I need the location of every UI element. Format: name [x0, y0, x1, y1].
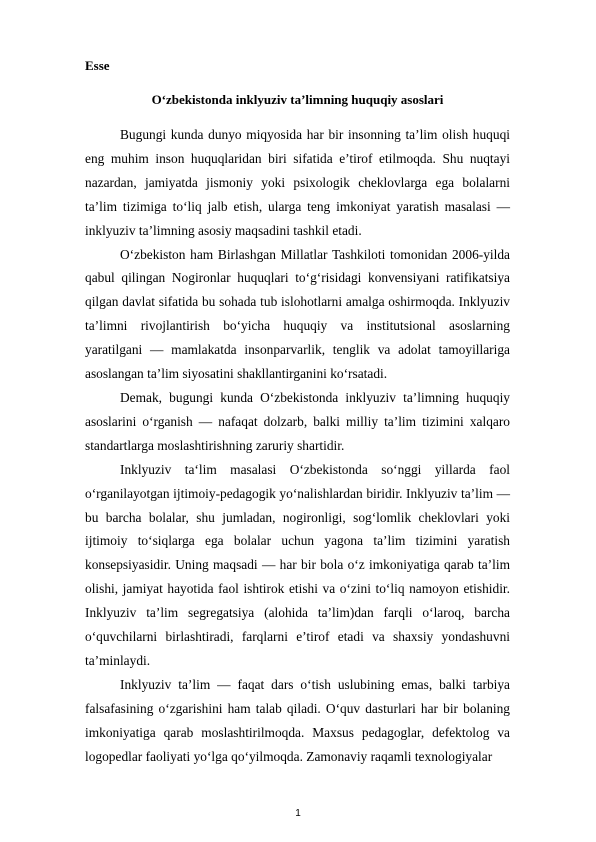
- paragraph-2: O‘zbekiston ham Birlashgan Millatlar Tashkiloti tomonidan 2006-yilda qabul qilingan Nogironlar huquqlari to‘g‘risidagi konvensiyani ratifikatsiya qilgan davlat sifatida bu sohada tub islohotlarni amalga oshirmoqda. Inklyuziv ta’limni rivojlantirish bo‘yicha huquqiy va institutsional asoslarning yaratilgani — mamlakatda insonparvarlik, tenglik va adolat tamoyillariga asoslangan ta’lim siyosatini shakllantirganini ko‘rsatadi.: [85, 246, 510, 382]
- paragraph-3: Demak, bugungi kunda O‘zbekistonda inklyuziv ta’limning huquqiy asoslarini o‘rganish — nafaqat dolzarb, balki milliy ta’lim tizimini xalqaro standartlarga moslashtirishning zaruriy shartidir.: [85, 389, 510, 453]
- paragraph-4: Inklyuziv ta‘lim masalasi O‘zbekistonda so‘nggi yillarda faol o‘rganilayotgan ijtimoiy-pedagogik yo‘nalishlardan biridir. Inklyuziv ta’lim — bu barcha bolalar, shu jumladan, nogironligi, sog‘lomlik cheklovlari yoki ijtimoiy to‘siqlarga ega bolalar uchun yagona ta’lim tizimini yaratish konsepsiyasidir. Uning maqsadi — har bir bola o‘z imkoniyatiga qarab ta’lim olishi, jamiyat hayotida faol ishtirok etishi va o‘zini to‘liq namoyon etishidir. Inklyuziv ta’lim segregatsiya (alohida ta’lim)dan farqli o‘laroq, barcha o‘quvchilarni birlashtiradi, farqlarni e’tirof etadi va shaxsiy yondashuvni ta’minlaydi.: [85, 461, 510, 668]
- paragraph-5: Inklyuziv ta’lim — faqat dars o‘tish uslubining emas, balki tarbiya falsafasining o‘zgarishini ham talab qiladi. O‘quv dasturlari har bir bolaning imkoniyatiga qarab moslashtirilmoqda. Maxsus pedagoglar, defektolog va logopedlar faoliyati yo‘lga qo‘yilmoqda. Zamonaviy raqamli texnologiyalar: [85, 676, 510, 764]
- document-title: O‘zbekistonda inklyuziv ta’limning huquqiy asoslari: [151, 92, 444, 107]
- document-body: [85, 123, 510, 768]
- paragraph-1: Bugungi kunda dunyo miqyosida har bir insonning ta’lim olish huquqi eng muhim inson huquqlaridan biri sifatida e’tirof etilmoqda. Shu nuqtayi nazardan, jamiyatda jismoniy yoki psixologik cheklovlarga ega bolalarni ta’lim tizimiga to‘liq jalb etish, ularga teng imkoniyat yaratish masalasi — inklyuziv ta’limning asosiy maqsadini tashkil etadi.: [85, 127, 510, 238]
- document-label: Esse: [85, 58, 110, 73]
- page-number: 1: [295, 808, 301, 819]
